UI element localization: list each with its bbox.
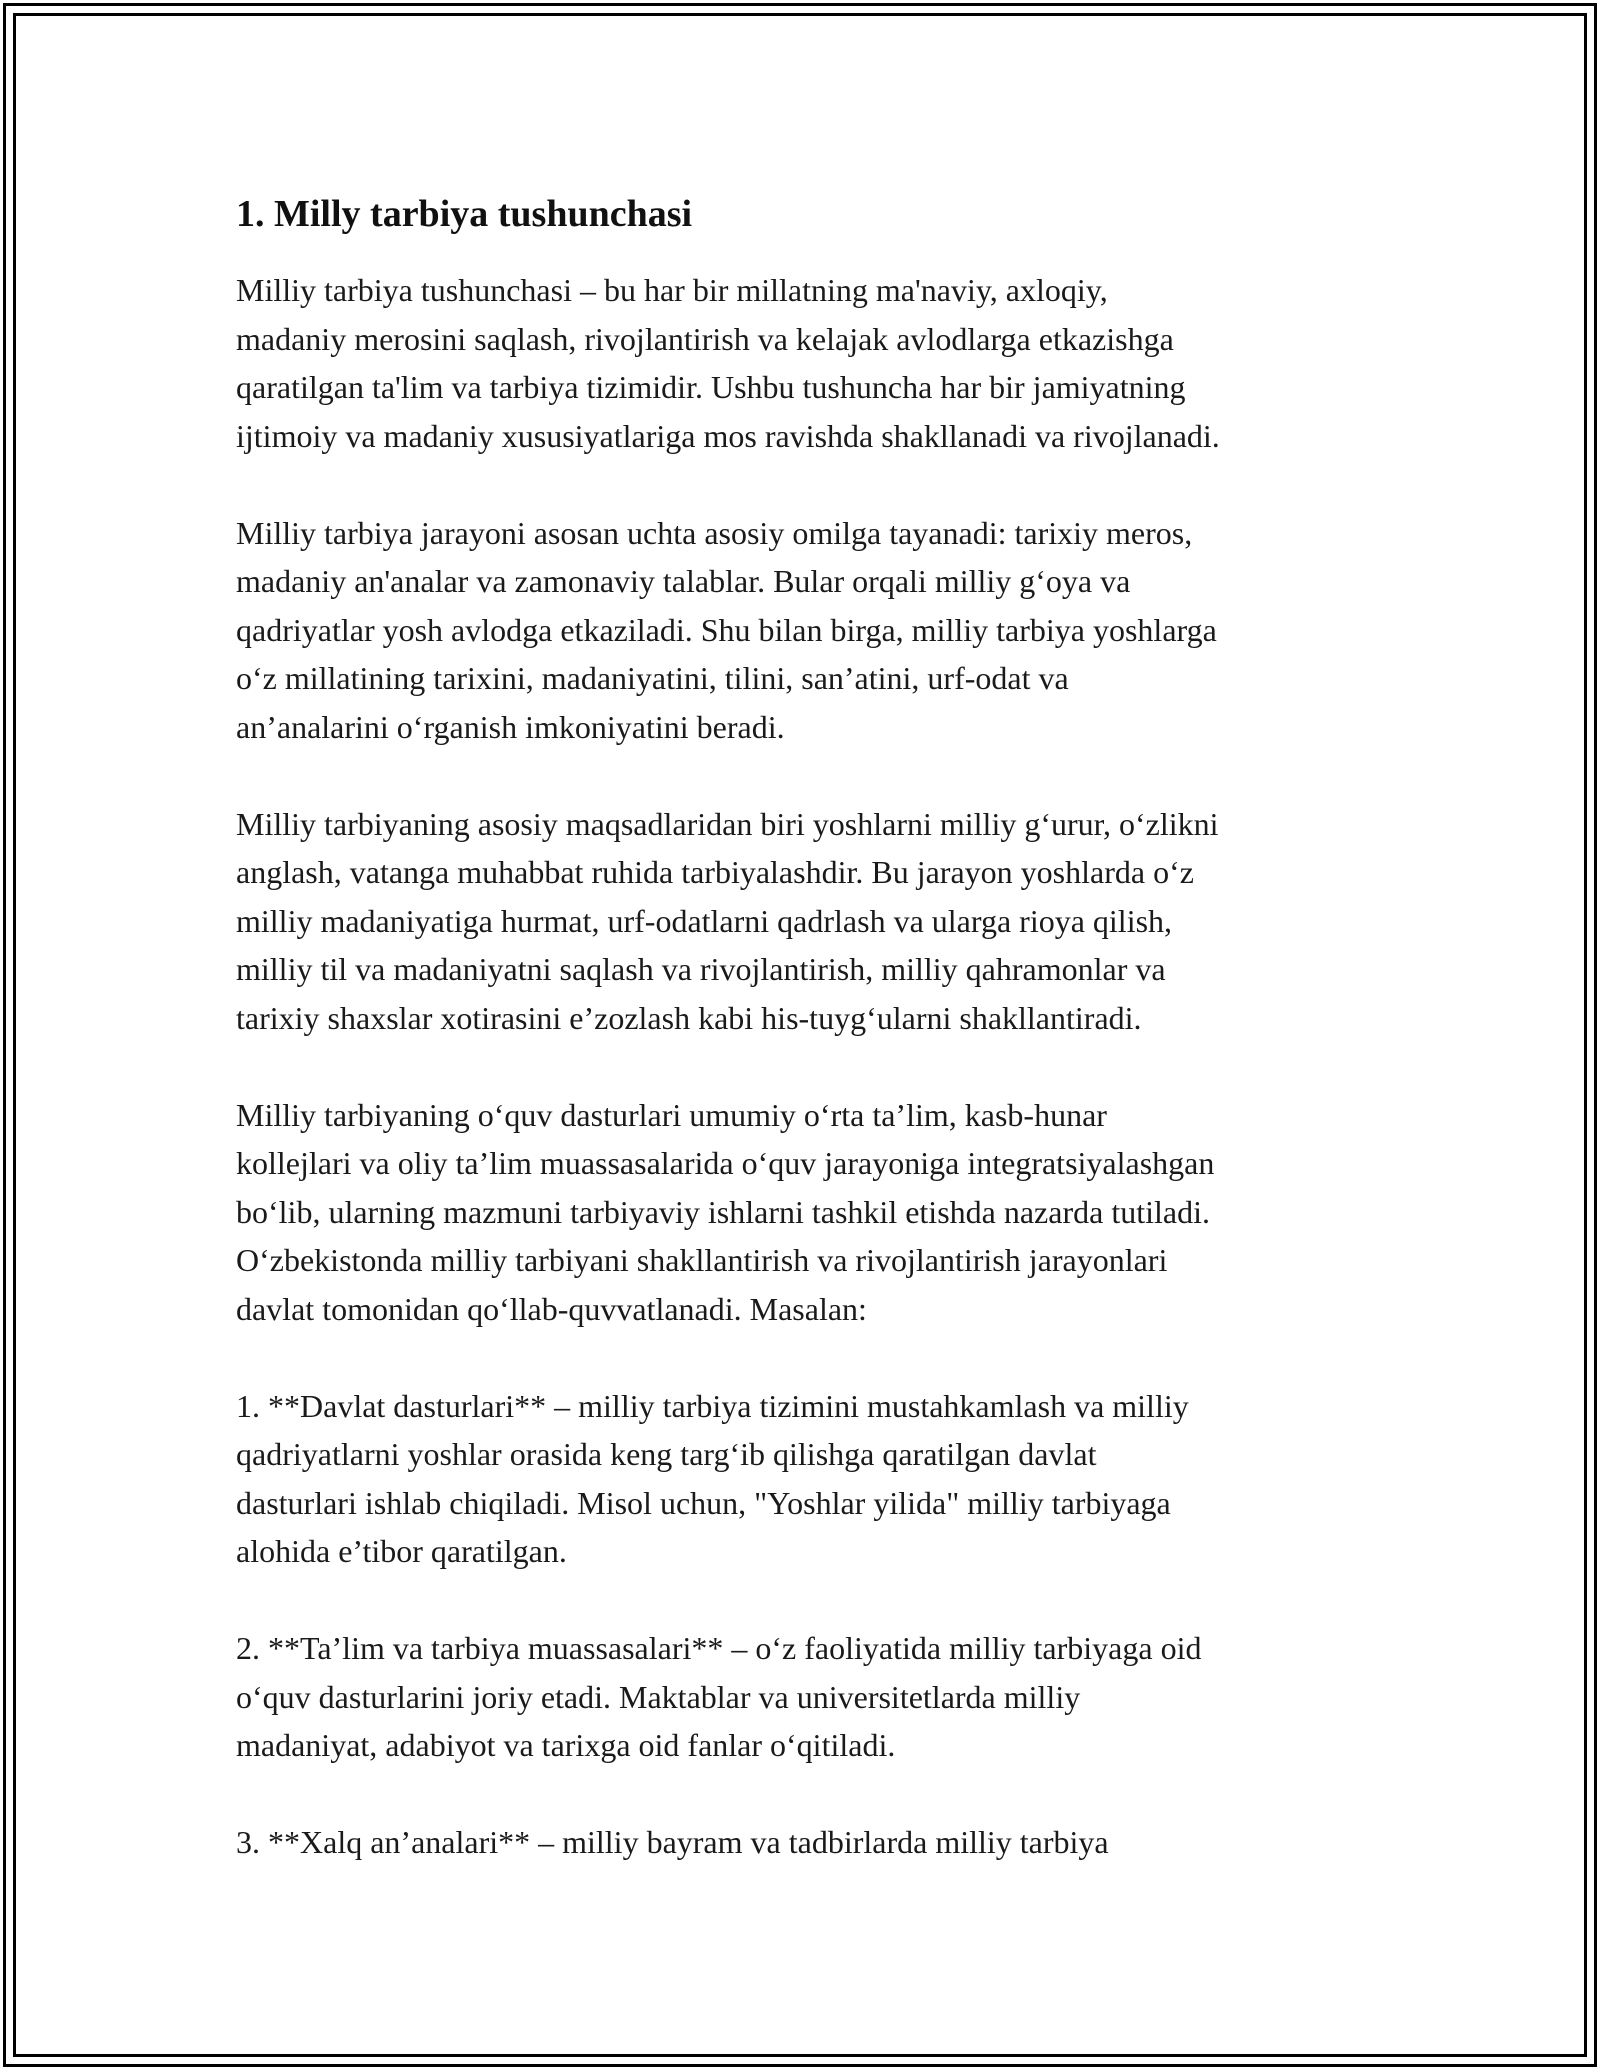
text-line: qadriyatlar yosh avlodga etkaziladi. Shu bilan birga, milliy tarbiya yoshlarga bbox=[236, 611, 1217, 648]
text-line: o‘quv dasturlarini joriy etadi. Maktablar va universitetlarda milliy bbox=[236, 1678, 1081, 1715]
text-line: dasturlari ishlab chiqiladi. Misol uchun, "Yoshlar yilida" milliy tarbiyaga bbox=[236, 1484, 1171, 1521]
text-line: anglash, vatanga muhabbat ruhida tarbiyalashdir. Bu jarayon yoshlarda o‘z bbox=[236, 854, 1194, 890]
text-line: an’analarini o‘rganish imkoniyatini beradi. bbox=[236, 708, 785, 745]
text-line: Milliy tarbiya jarayoni asosan uchta asosiy omilga tayanadi: tarixiy meros, bbox=[236, 514, 1193, 551]
text-line: tarixiy shaxslar xotirasini e’zozlash kabi his-tuyg‘ularni shakllantiradi. bbox=[236, 999, 1142, 1036]
text-line: qadriyatlarni yoshlar orasida keng targ‘ib qilishga qaratilgan davlat bbox=[236, 1436, 1097, 1472]
text-line: madaniy merosini saqlash, rivojlantirish va kelajak avlodlarga etkazishga bbox=[236, 320, 1174, 357]
document-body bbox=[236, 190, 1376, 1915]
text-line: 1. **Davlat dasturlari** – milliy tarbiya tizimini mustahkamlash va milliy bbox=[236, 1387, 1189, 1424]
text-line: milliy til va madaniyatni saqlash va rivojlantirish, milliy qahramonlar va bbox=[236, 951, 1166, 987]
text-line: Milliy tarbiyaning asosiy maqsadlaridan biri yoshlarni milliy g‘urur, o‘zlikni bbox=[236, 805, 1219, 842]
text-line: qaratilgan ta'lim va tarbiya tizimidir. Ushbu tushuncha har bir jamiyatning bbox=[236, 369, 1186, 405]
paragraph bbox=[236, 1091, 1376, 1334]
text-line: bo‘lib, ularning mazmuni tarbiyaviy ishlarni tashkil etishda nazarda tutiladi. bbox=[236, 1193, 1210, 1230]
paragraph bbox=[236, 800, 1376, 1043]
paragraph-list bbox=[236, 266, 1376, 1867]
text-line: davlat tomonidan qo‘llab-quvvatlanadi. Masalan: bbox=[236, 1290, 867, 1327]
text-line: ijtimoiy va madaniy xususiyatlariga mos ravishda shakllanadi va rivojlanadi. bbox=[236, 417, 1220, 454]
text-line: madaniy an'analar va zamonaviy talablar. Bular orqali milliy g‘oya va bbox=[236, 563, 1131, 599]
paragraph bbox=[236, 266, 1376, 460]
text-line: Milliy tarbiyaning o‘quv dasturlari umumiy o‘rta ta’lim, kasb-hunar bbox=[236, 1096, 1107, 1133]
paragraph bbox=[236, 1382, 1376, 1576]
text-line: kollejlari va oliy ta’lim muassasalarida o‘quv jarayoniga integratsiyalashgan bbox=[236, 1145, 1215, 1181]
paragraph bbox=[236, 1624, 1376, 1770]
section-heading: 1. Milly tarbiya tushunchasi bbox=[236, 193, 693, 235]
text-line: O‘zbekistonda milliy tarbiyani shakllantirish va rivojlantirish jarayonlari bbox=[236, 1242, 1168, 1278]
paragraph bbox=[236, 509, 1376, 752]
paragraph bbox=[236, 1818, 1376, 1867]
text-line: Milliy tarbiya tushunchasi – bu har bir millatning ma'naviy, axloqiy, bbox=[236, 272, 1108, 308]
text-line: 2. **Ta’lim va tarbiya muassasalari** – o‘z faoliyatida milliy tarbiyaga oid bbox=[236, 1630, 1202, 1666]
text-line: o‘z millatining tarixini, madaniyatini, tilini, san’atini, urf-odat va bbox=[236, 660, 1069, 696]
text-line: madaniyat, adabiyot va tarixga oid fanlar o‘qitiladi. bbox=[236, 1727, 896, 1763]
text-line: alohida e’tibor qaratilgan. bbox=[236, 1533, 567, 1569]
text-line: milliy madaniyatiga hurmat, urf-odatlarni qadrlash va ularga rioya qilish, bbox=[236, 902, 1173, 939]
text-line: 3. **Xalq an’analari** – milliy bayram va tadbirlarda milliy tarbiya bbox=[236, 1824, 1109, 1860]
